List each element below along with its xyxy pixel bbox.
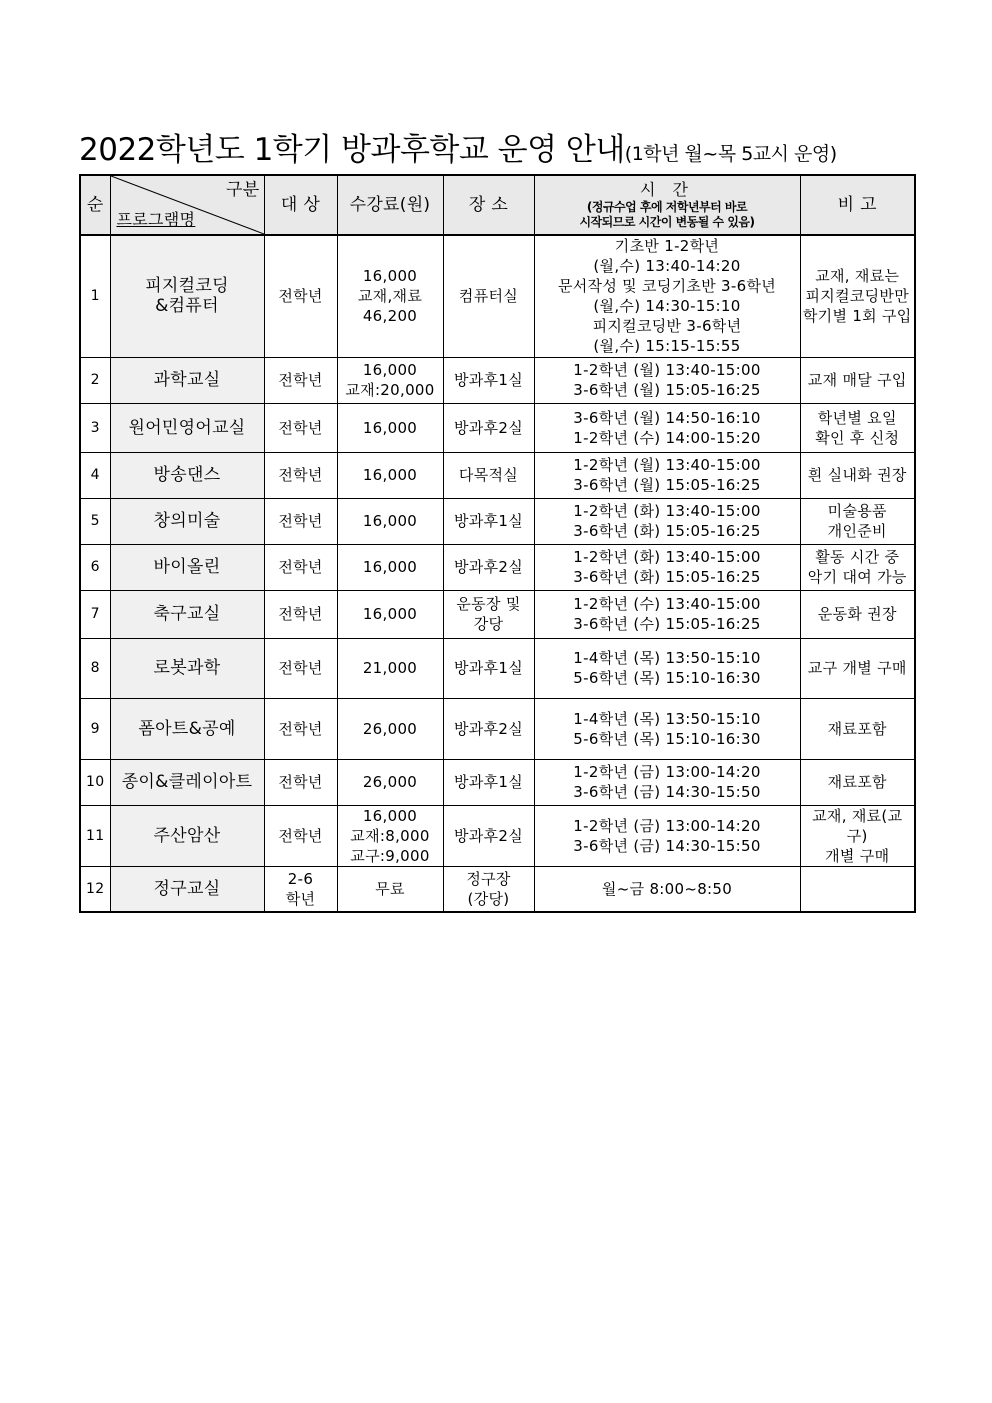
time-line: 1-2학년 (월) 13:40-15:00 <box>573 361 761 379</box>
table-row <box>80 357 915 403</box>
note-line: 흰 실내화 권장 <box>807 466 907 484</box>
table-row <box>80 805 915 866</box>
cell-num: 8 <box>80 638 110 698</box>
cell-fee <box>337 452 443 498</box>
place-line: 방과후1실 <box>453 371 523 389</box>
cell-note <box>800 590 915 638</box>
cell-target <box>264 866 337 912</box>
fee-line: 16,000 <box>362 605 418 623</box>
note-line: 학기별 1회 구입 <box>802 307 912 326</box>
time-line: 1-2학년 (수) 14:00-15:20 <box>573 428 761 447</box>
cell-fee <box>337 403 443 452</box>
fee-line: 46,200 <box>362 307 418 326</box>
header-program: 프로그램명 <box>116 210 196 229</box>
table-row <box>80 403 915 452</box>
cell-target <box>264 452 337 498</box>
fee-line: 교재:20,000 <box>345 381 435 399</box>
time-line: (월,수) 15:15-15:55 <box>593 337 741 356</box>
program-line: 축구교실 <box>153 604 221 624</box>
table-row <box>80 638 915 698</box>
cell-num: 2 <box>80 357 110 403</box>
place-line: 방과후2실 <box>453 558 523 576</box>
place-line: (강당) <box>467 889 510 908</box>
cell-note <box>800 498 915 544</box>
target-line: 전학년 <box>278 605 323 623</box>
place-line: 운동장 및 <box>456 595 521 613</box>
note-line: 개별 구매 <box>825 846 890 865</box>
header-category-program <box>110 175 264 235</box>
cell-fee <box>337 357 443 403</box>
cell-num: 7 <box>80 590 110 638</box>
table-row <box>80 235 915 357</box>
cell-place <box>443 866 534 912</box>
note-line: 교재, 재료(교구) <box>812 806 903 845</box>
fee-line: 26,000 <box>362 773 418 791</box>
time-line: 3-6학년 (화) 15:05-16:25 <box>573 522 761 540</box>
time-line: 1-2학년 (수) 13:40-15:00 <box>573 595 761 613</box>
cell-note <box>800 805 915 866</box>
cell-num: 5 <box>80 498 110 544</box>
cell-time <box>534 452 800 498</box>
target-line: 전학년 <box>278 512 323 530</box>
note-line: 학년별 요일 <box>817 408 897 427</box>
cell-fee <box>337 590 443 638</box>
program-line: 주산암산 <box>153 825 221 846</box>
program-line: 종이&클레이아트 <box>121 772 253 792</box>
place-line: 방과후2실 <box>453 418 523 437</box>
target-line: 전학년 <box>278 466 323 484</box>
cell-num: 4 <box>80 452 110 498</box>
fee-line: 16,000 <box>362 267 418 286</box>
cell-fee <box>337 544 443 590</box>
time-line: 3-6학년 (수) 15:05-16:25 <box>573 615 761 633</box>
cell-time <box>534 866 800 912</box>
time-line: 3-6학년 (금) 14:30-15:50 <box>573 783 761 801</box>
table-row <box>80 544 915 590</box>
cell-target <box>264 498 337 544</box>
note-line: 재료포함 <box>827 773 887 791</box>
time-line: 3-6학년 (월) 14:50-16:10 <box>573 408 761 427</box>
time-line: 1-2학년 (금) 13:00-14:20 <box>573 763 761 781</box>
target-line: 전학년 <box>278 773 323 791</box>
target-line: 학년 <box>285 889 316 908</box>
note-line: 활동 시간 중 <box>815 548 900 566</box>
program-line: 로봇과학 <box>153 658 221 678</box>
program-line: 창의미술 <box>153 511 221 531</box>
fee-line: 21,000 <box>362 659 418 677</box>
time-line: 1-4학년 (목) 13:50-15:10 <box>573 649 761 667</box>
header-fee: 수강료(원) <box>337 175 443 235</box>
time-line: 1-4학년 (목) 13:50-15:10 <box>573 709 761 728</box>
time-line: 1-2학년 (화) 13:40-15:00 <box>573 548 761 566</box>
header-note: 비 고 <box>800 175 915 235</box>
table-row <box>80 590 915 638</box>
time-line: 3-6학년 (금) 14:30-15:50 <box>573 836 761 855</box>
cell-target <box>264 638 337 698</box>
fee-line: 16,000 <box>362 512 418 530</box>
note-line: 개인준비 <box>827 522 887 540</box>
cell-fee <box>337 235 443 357</box>
cell-program <box>110 498 264 544</box>
fee-line: 16,000 <box>362 558 418 576</box>
time-line: (월,수) 13:40-14:20 <box>593 257 741 276</box>
cell-place <box>443 698 534 759</box>
cell-fee <box>337 498 443 544</box>
program-line: 과학교실 <box>153 370 221 390</box>
header-category: 구분 <box>226 180 260 200</box>
cell-target <box>264 759 337 805</box>
cell-note <box>800 759 915 805</box>
cell-program <box>110 403 264 452</box>
page-title-sub: (1학년 월~목 5교시 운영) <box>624 143 837 165</box>
target-line: 전학년 <box>278 558 323 576</box>
cell-place <box>443 805 534 866</box>
cell-fee <box>337 698 443 759</box>
cell-time <box>534 544 800 590</box>
note-line: 확인 후 신청 <box>815 428 900 447</box>
table-row <box>80 498 915 544</box>
time-line: 1-2학년 (월) 13:40-15:00 <box>573 456 761 474</box>
fee-line: 16,000 <box>362 361 418 379</box>
cell-place <box>443 759 534 805</box>
cell-target <box>264 544 337 590</box>
fee-line: 교구:9,000 <box>350 846 430 865</box>
time-line: 기초반 1-2학년 <box>614 237 720 256</box>
fee-line: 16,000 <box>362 806 418 825</box>
place-line: 컴퓨터실 <box>458 287 519 306</box>
cell-fee <box>337 638 443 698</box>
place-line: 방과후1실 <box>453 659 523 677</box>
header-time-label: 시 간 <box>640 180 694 199</box>
note-line: 피지컬코딩반만 <box>805 287 910 306</box>
cell-program <box>110 638 264 698</box>
cell-fee <box>337 759 443 805</box>
cell-program <box>110 805 264 866</box>
program-line: &컴퓨터 <box>155 296 219 317</box>
cell-num: 11 <box>80 805 110 866</box>
table-row <box>80 866 915 912</box>
cell-num: 10 <box>80 759 110 805</box>
header-time-note-1: (정규수업 후에 저학년부터 바로 <box>586 200 748 214</box>
header-num: 순 <box>80 175 110 235</box>
target-line: 전학년 <box>278 719 323 738</box>
cell-time <box>534 759 800 805</box>
cell-note <box>800 403 915 452</box>
cell-program <box>110 452 264 498</box>
fee-line: 무료 <box>375 879 405 898</box>
place-line: 정구장 <box>466 869 511 888</box>
cell-target <box>264 235 337 357</box>
cell-time <box>534 235 800 357</box>
cell-program <box>110 544 264 590</box>
cell-place <box>443 590 534 638</box>
header-time-note-2: 시작되므로 시간이 변동될 수 있음) <box>579 215 755 229</box>
target-line: 전학년 <box>278 659 323 677</box>
place-line: 방과후2실 <box>453 719 523 738</box>
time-line: 문서작성 및 코딩기초반 3-6학년 <box>557 277 777 296</box>
place-line: 강당 <box>473 615 504 633</box>
cell-time <box>534 403 800 452</box>
note-line: 교재 매달 구입 <box>807 371 907 389</box>
time-line: 1-2학년 (화) 13:40-15:00 <box>573 502 761 520</box>
cell-note <box>800 357 915 403</box>
cell-time <box>534 590 800 638</box>
time-line: 3-6학년 (월) 15:05-16:25 <box>573 476 761 494</box>
cell-place <box>443 357 534 403</box>
header-target: 대 상 <box>264 175 337 235</box>
program-line: 원어민영어교실 <box>128 417 246 438</box>
cell-fee <box>337 805 443 866</box>
time-line: 5-6학년 (목) 15:10-16:30 <box>573 729 761 748</box>
note-line: 운동화 권장 <box>817 605 897 623</box>
cell-note <box>800 866 915 912</box>
table-header-row <box>80 175 915 235</box>
cell-note <box>800 698 915 759</box>
target-line: 전학년 <box>278 371 323 389</box>
cell-time <box>534 498 800 544</box>
table-row <box>80 698 915 759</box>
place-line: 방과후1실 <box>453 773 523 791</box>
time-line: 3-6학년 (화) 15:05-16:25 <box>573 568 761 586</box>
cell-place <box>443 452 534 498</box>
cell-target <box>264 357 337 403</box>
header-time <box>534 175 800 235</box>
page-title-main: 2022학년도 1학기 방과후학교 운영 안내 <box>79 132 625 168</box>
time-line: 3-6학년 (월) 15:05-16:25 <box>573 381 761 399</box>
time-line: (월,수) 14:30-15:10 <box>593 297 741 316</box>
cell-program <box>110 235 264 357</box>
target-line: 2-6 <box>287 869 314 888</box>
cell-num: 1 <box>80 235 110 357</box>
place-line: 방과후2실 <box>453 826 523 845</box>
target-line: 전학년 <box>278 287 323 306</box>
cell-place <box>443 638 534 698</box>
place-line: 방과후1실 <box>453 512 523 530</box>
cell-program <box>110 590 264 638</box>
table-row <box>80 452 915 498</box>
time-line: 월~금 8:00~8:50 <box>601 879 733 898</box>
cell-target <box>264 403 337 452</box>
time-line: 피지컬코딩반 3-6학년 <box>592 317 742 336</box>
page-title <box>79 124 837 169</box>
program-line: 폼아트&공예 <box>138 718 236 739</box>
cell-program <box>110 866 264 912</box>
cell-place <box>443 544 534 590</box>
table-row <box>80 759 915 805</box>
cell-num: 12 <box>80 866 110 912</box>
target-line: 전학년 <box>278 826 323 845</box>
program-line: 피지컬코딩 <box>145 276 229 297</box>
program-line: 바이올린 <box>153 557 221 577</box>
fee-line: 교재:8,000 <box>350 826 430 845</box>
cell-time <box>534 357 800 403</box>
cell-time <box>534 805 800 866</box>
cell-target <box>264 590 337 638</box>
cell-note <box>800 235 915 357</box>
cell-note <box>800 544 915 590</box>
header-place: 장 소 <box>443 175 534 235</box>
cell-target <box>264 698 337 759</box>
cell-num: 3 <box>80 403 110 452</box>
fee-line: 16,000 <box>362 466 418 484</box>
program-line: 정구교실 <box>153 878 221 899</box>
cell-place <box>443 498 534 544</box>
target-line: 전학년 <box>278 418 323 437</box>
cell-program <box>110 357 264 403</box>
note-line: 악기 대여 가능 <box>807 568 907 586</box>
fee-line: 교재,재료 <box>357 287 423 306</box>
cell-target <box>264 805 337 866</box>
cell-note <box>800 638 915 698</box>
cell-place <box>443 235 534 357</box>
fee-line: 16,000 <box>362 418 418 437</box>
cell-num: 6 <box>80 544 110 590</box>
cell-fee <box>337 866 443 912</box>
cell-program <box>110 759 264 805</box>
note-line: 교재, 재료는 <box>815 267 900 286</box>
time-line: 5-6학년 (목) 15:10-16:30 <box>573 669 761 687</box>
cell-time <box>534 638 800 698</box>
cell-program <box>110 698 264 759</box>
note-line: 미술용품 <box>827 502 887 520</box>
cell-time <box>534 698 800 759</box>
note-line: 재료포함 <box>827 719 887 738</box>
cell-note <box>800 452 915 498</box>
fee-line: 26,000 <box>362 719 418 738</box>
cell-place <box>443 403 534 452</box>
program-line: 방송댄스 <box>153 465 221 485</box>
cell-num: 9 <box>80 698 110 759</box>
schedule-table <box>79 174 916 913</box>
place-line: 다목적실 <box>458 466 519 484</box>
time-line: 1-2학년 (금) 13:00-14:20 <box>573 816 761 835</box>
note-line: 교구 개별 구매 <box>807 659 907 677</box>
